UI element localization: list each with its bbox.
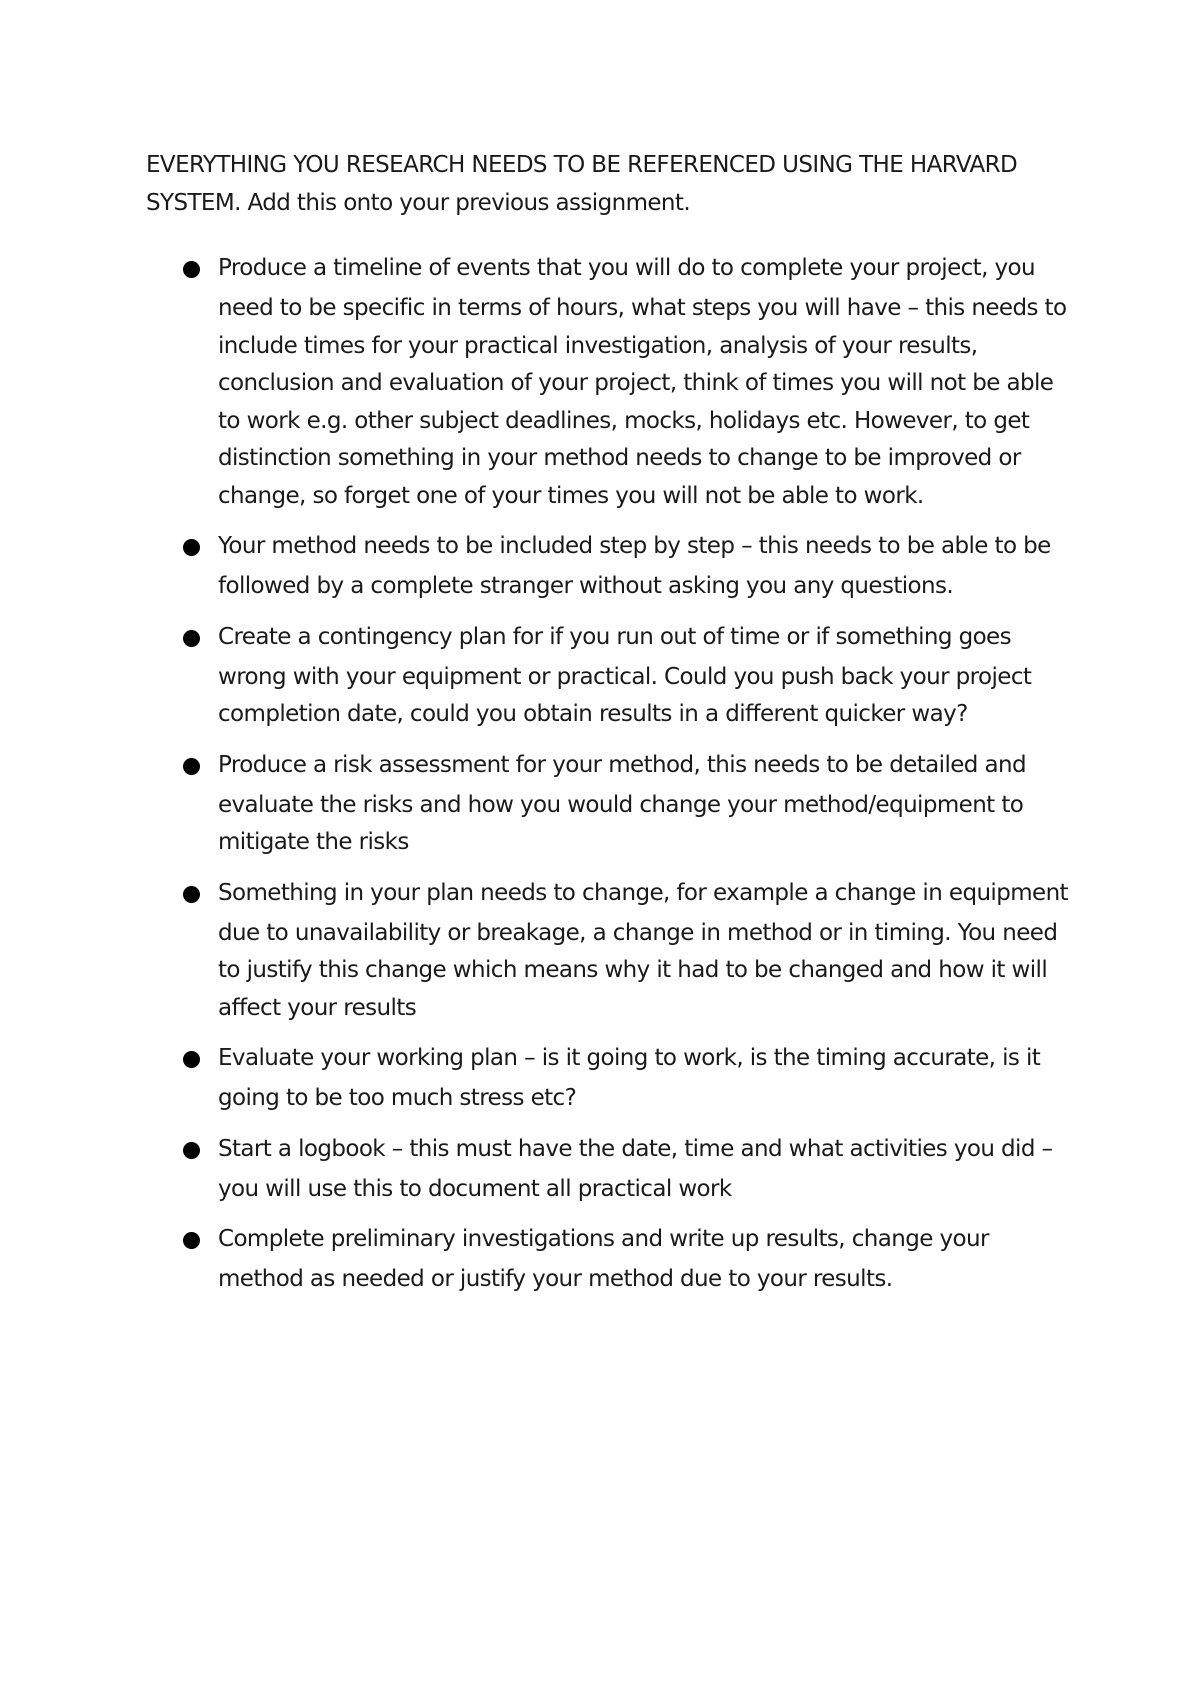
- bullet-icon: [183, 539, 200, 556]
- task-item-timeline: [178, 246, 1078, 515]
- bullet-icon: [183, 1232, 200, 1249]
- bullet-icon: [183, 261, 200, 278]
- task-item-contingency: [178, 615, 1078, 734]
- task-text: Start a logbook – this must have the date, time and what activities you did – you will use this to document all practical work: [218, 1135, 1053, 1202]
- bullet-icon: [183, 758, 200, 775]
- bullet-icon: [183, 1051, 200, 1068]
- task-item-risk-assessment: [178, 743, 1078, 862]
- task-text: Evaluate your working plan – is it going to work, is the timing accurate, is it going to be too much stress etc?: [218, 1045, 1041, 1111]
- bullet-icon: [183, 886, 200, 903]
- task-item-preliminary: [178, 1217, 1078, 1299]
- bullet-icon: [183, 630, 200, 647]
- task-text: Produce a risk assessment for your method, this needs to be detailed and evaluate the risks and how you would change your method/equipment to mitigate the risks: [218, 751, 1026, 855]
- task-text: Your method needs to be included step by step – this needs to be able to be followed by a complete stranger without asking you any questions.: [218, 533, 1051, 599]
- task-item-method: [178, 524, 1078, 606]
- task-text: Produce a timeline of events that you will do to complete your project, you need to be specific in terms of hours, what steps you will have – this needs to include times for your practical investigation, analysis of your results, conclusion and evaluation of your project, think of times you will not be able to work e.g. other subject deadlines, mocks, holidays etc. However, to get distinction something in your method needs to change to be improved or change, so forget one of your times you will not be able to work.: [218, 255, 1067, 509]
- task-text: Something in your plan needs to change, for example a change in equipment due to unavailability or breakage, a change in method or in timing. You need to justify this change which means why it had to be changed and how it will affect your results: [218, 879, 1068, 1021]
- task-item-plan-change: [178, 871, 1078, 1028]
- bullet-icon: [183, 1142, 200, 1159]
- task-list: [178, 246, 1078, 1308]
- intro-paragraph: EVERYTHING YOU RESEARCH NEEDS TO BE REFERENCED USING THE HARVARD SYSTEM. Add this onto your previous assignment.: [146, 152, 1018, 216]
- task-item-evaluate-plan: [178, 1036, 1078, 1118]
- task-item-logbook: [178, 1127, 1078, 1209]
- task-text: Complete preliminary investigations and write up results, change your method as needed or justify your method due to your results.: [218, 1226, 989, 1292]
- task-text: Create a contingency plan for if you run out of time or if something goes wrong with your equipment or practical. Could you push back your project completion date, could you obtain results in a different quicker way?: [218, 623, 1032, 727]
